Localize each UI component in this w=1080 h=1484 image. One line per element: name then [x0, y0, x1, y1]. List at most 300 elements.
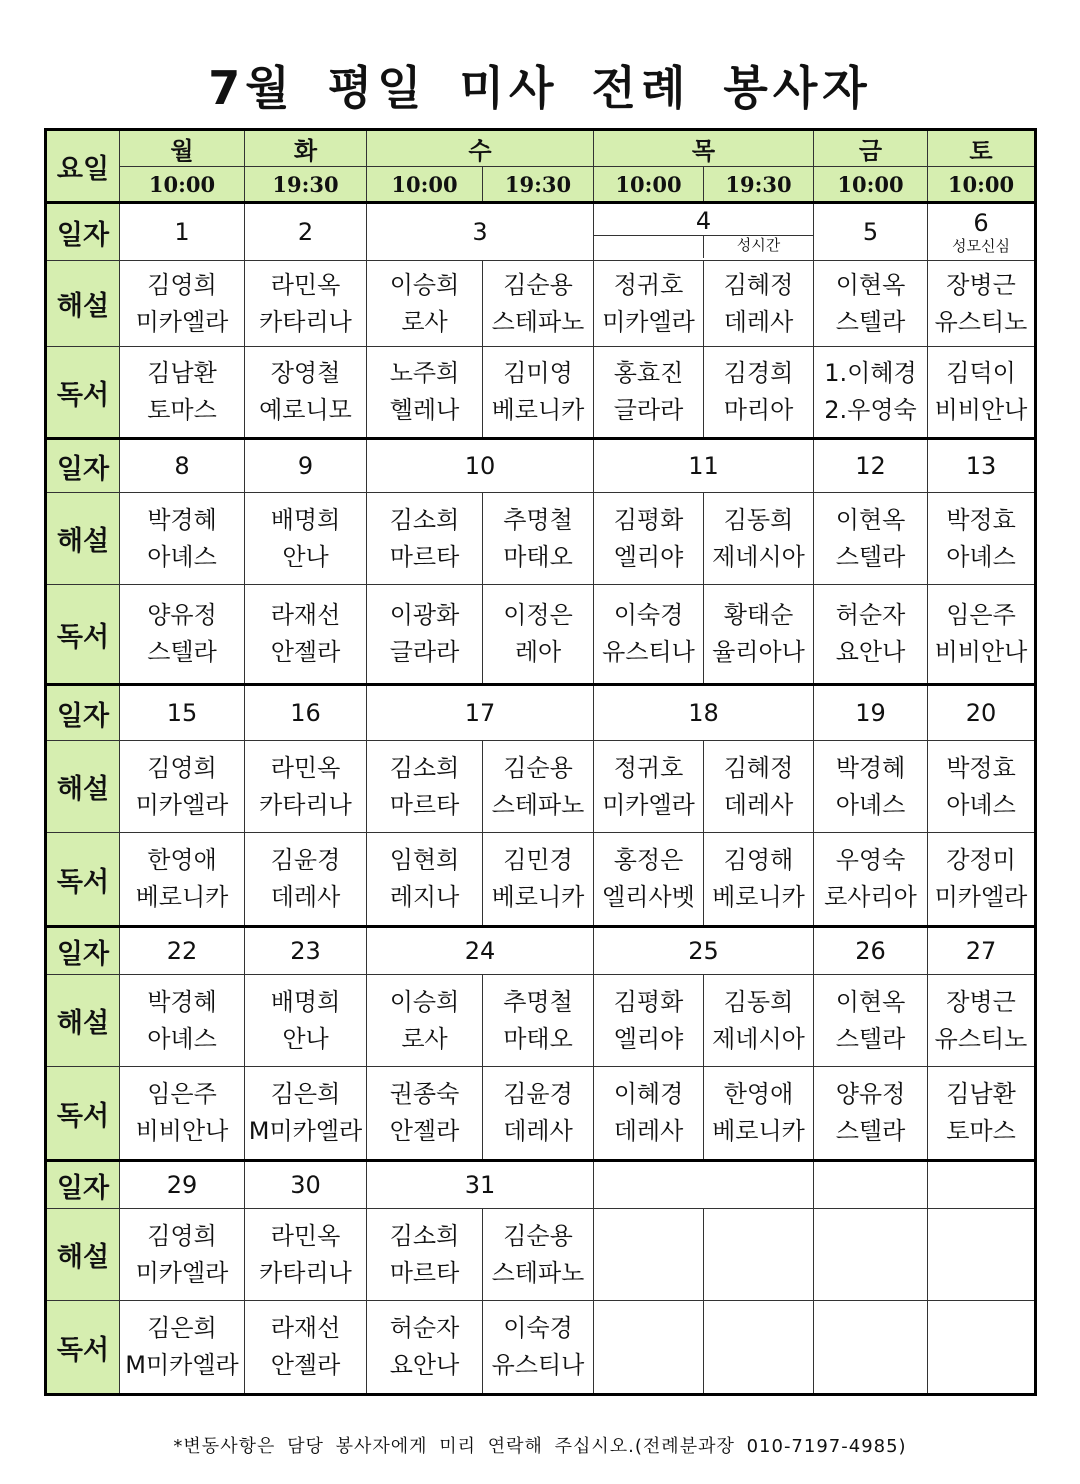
date-number: 13	[965, 452, 997, 480]
reader-label: 독서	[46, 585, 120, 685]
empty-cell	[814, 1161, 928, 1209]
volunteer-name: 이현옥	[835, 505, 906, 534]
volunteer-name: 이정은	[503, 601, 573, 629]
volunteer-cell	[120, 741, 245, 833]
volunteer-cell	[367, 975, 483, 1067]
date-cell	[245, 927, 367, 975]
day-header-wed: 수	[367, 130, 594, 167]
baptismal-name: 마태오	[503, 542, 573, 571]
baptismal-name: 로사	[401, 1024, 448, 1053]
date-number: 8	[174, 452, 190, 480]
reader-row	[46, 347, 1036, 439]
baptismal-name: 마리아	[723, 396, 794, 424]
volunteer-cell	[245, 347, 367, 439]
volunteer-name: 김은희	[270, 1080, 341, 1108]
volunteer-name: 홍효진	[613, 359, 684, 387]
time-fri: 10:00	[814, 167, 928, 203]
volunteer-cell	[120, 1209, 245, 1301]
baptismal-name: M미카엘라	[248, 1117, 363, 1145]
volunteer-cell	[814, 261, 928, 347]
baptismal-name: 글라라	[613, 396, 684, 424]
volunteer-cell	[704, 585, 814, 685]
volunteer-name: 장병근	[946, 987, 1016, 1016]
baptismal-name: 안젤라	[389, 1117, 460, 1145]
volunteer-name: 권종숙	[389, 1080, 460, 1108]
baptismal-name: 요안나	[389, 1351, 460, 1379]
baptismal-name: 안나	[282, 1024, 329, 1053]
date-number: 15	[166, 699, 198, 727]
volunteer-name: 김순용	[503, 270, 573, 299]
date-cell	[120, 685, 245, 741]
date-cell	[928, 203, 1036, 261]
baptismal-name: 엘리야	[613, 1024, 684, 1053]
volunteer-cell	[704, 347, 814, 439]
baptismal-name: 미카엘라	[602, 790, 695, 819]
volunteer-name: 이승희	[389, 987, 460, 1016]
volunteer-name: 박경혜	[835, 753, 906, 782]
baptismal-name: 토마스	[946, 1117, 1016, 1145]
empty-cell	[594, 1161, 814, 1209]
volunteer-cell	[367, 261, 483, 347]
volunteer-cell	[245, 833, 367, 927]
volunteer-cell	[120, 1301, 245, 1395]
date-number: 16	[290, 699, 321, 727]
date-number: 1	[174, 218, 190, 246]
baptismal-name: 유스티나	[602, 638, 695, 666]
empty-cell	[704, 1209, 814, 1301]
volunteer-cell	[367, 1301, 483, 1395]
day-header-fri: 금	[814, 130, 928, 167]
commentator-row	[46, 1209, 1036, 1301]
volunteer-cell	[367, 1067, 483, 1161]
volunteer-name: 임은주	[946, 601, 1016, 629]
volunteer-cell	[594, 261, 704, 347]
volunteer-cell	[928, 975, 1036, 1067]
volunteer-cell	[814, 1067, 928, 1161]
day-header-tue: 화	[245, 130, 367, 167]
volunteer-name: 허순자	[835, 601, 906, 629]
baptismal-name: 데레사	[503, 1117, 573, 1145]
volunteer-name: 배명희	[270, 987, 341, 1016]
volunteer-name: 박정효	[946, 505, 1016, 534]
volunteer-cell	[704, 741, 814, 833]
baptismal-name: 데레사	[613, 1117, 684, 1145]
volunteer-cell	[120, 1067, 245, 1161]
baptismal-name: 엘리야	[613, 542, 684, 571]
baptismal-name: 비비안나	[934, 638, 1028, 666]
schedule-table	[44, 128, 1037, 1396]
volunteer-name: 이현옥	[835, 270, 906, 299]
volunteer-name: 김평화	[613, 987, 684, 1016]
volunteer-name: 김혜정	[723, 753, 794, 782]
baptismal-name: 헬레나	[389, 396, 460, 424]
baptismal-name: 2.우영숙	[824, 396, 917, 424]
volunteer-name: 한영애	[723, 1080, 794, 1108]
baptismal-name: 베로니카	[712, 883, 805, 911]
date-row	[46, 203, 1036, 261]
day-header-sat: 토	[928, 130, 1036, 167]
volunteer-cell	[814, 833, 928, 927]
date-number: 30	[290, 1171, 321, 1199]
reader-row	[46, 1067, 1036, 1161]
commentator-row	[46, 741, 1036, 833]
volunteer-cell	[928, 833, 1036, 927]
volunteer-cell	[928, 347, 1036, 439]
time-sat: 10:00	[928, 167, 1036, 203]
volunteer-cell	[367, 833, 483, 927]
volunteer-cell	[483, 833, 594, 927]
date-cell	[928, 927, 1036, 975]
volunteer-cell	[928, 493, 1036, 585]
baptismal-name: 마태오	[503, 1024, 573, 1053]
reader-label: 독서	[46, 347, 120, 439]
baptismal-name: 미카엘라	[934, 883, 1028, 911]
baptismal-name: 데레사	[270, 883, 341, 911]
volunteer-cell	[245, 261, 367, 347]
volunteer-cell	[245, 1209, 367, 1301]
volunteer-name: 정귀호	[613, 270, 684, 299]
date-number: 27	[965, 937, 997, 965]
volunteer-name: 우영숙	[835, 846, 906, 874]
baptismal-name: 마르타	[389, 542, 460, 571]
day-header-thu: 목	[594, 130, 814, 167]
baptismal-name: 아녜스	[946, 542, 1016, 571]
date-cell	[120, 439, 245, 493]
baptismal-name: 베로니카	[135, 883, 229, 911]
baptismal-name: 아녜스	[147, 542, 217, 571]
empty-cell	[594, 1209, 704, 1301]
volunteer-cell	[594, 493, 704, 585]
volunteer-cell	[704, 833, 814, 927]
volunteer-name: 김영희	[147, 1221, 217, 1250]
date-cell	[928, 685, 1036, 741]
date-number: 6	[973, 209, 989, 237]
volunteer-name: 김경희	[723, 359, 794, 387]
volunteer-name: 박정효	[946, 753, 1016, 782]
date-cell	[814, 203, 928, 261]
date-cell	[814, 685, 928, 741]
volunteer-cell	[245, 493, 367, 585]
schedule-body	[46, 130, 1036, 1395]
date-row	[46, 927, 1036, 975]
volunteer-name: 라민옥	[270, 1221, 341, 1250]
date-number: 19	[855, 699, 886, 727]
volunteer-name: 추명철	[503, 987, 573, 1016]
date-number: 18	[688, 699, 719, 727]
volunteer-cell	[928, 585, 1036, 685]
baptismal-name: 안나	[282, 542, 329, 571]
reader-label: 독서	[46, 1067, 120, 1161]
baptismal-name: 카타리나	[259, 307, 352, 336]
baptismal-name: 율리아나	[712, 638, 805, 666]
date-cell	[594, 203, 814, 261]
volunteer-name: 홍정은	[613, 846, 684, 874]
date-number: 11	[688, 452, 719, 480]
volunteer-name: 라민옥	[270, 753, 341, 782]
baptismal-name: 레지나	[389, 883, 460, 911]
time-wed-pm: 19:30	[483, 167, 594, 203]
volunteer-name: 김소희	[389, 753, 460, 782]
volunteer-cell	[594, 833, 704, 927]
volunteer-cell	[120, 347, 245, 439]
volunteer-cell	[483, 261, 594, 347]
volunteer-name: 정귀호	[613, 753, 684, 782]
reader-label: 독서	[46, 833, 120, 927]
commentator-label: 해설	[46, 261, 120, 347]
date-cell	[367, 203, 594, 261]
volunteer-cell	[814, 975, 928, 1067]
volunteer-name: 김영희	[147, 753, 217, 782]
volunteer-name: 김영희	[147, 270, 217, 299]
baptismal-name: 요안나	[835, 638, 906, 666]
baptismal-name: 제네시아	[712, 542, 805, 571]
baptismal-name: M미카엘라	[125, 1351, 239, 1379]
date-number: 10	[464, 452, 496, 480]
date-cell	[245, 439, 367, 493]
volunteer-cell	[120, 833, 245, 927]
baptismal-name: 아녜스	[147, 1024, 217, 1053]
volunteer-name: 김영해	[723, 846, 794, 874]
baptismal-name: 제네시아	[712, 1024, 805, 1053]
volunteer-name: 김남환	[147, 359, 217, 387]
baptismal-name: 미카엘라	[135, 790, 229, 819]
date-number: 4	[695, 206, 712, 235]
volunteer-cell	[120, 585, 245, 685]
commentator-row	[46, 975, 1036, 1067]
volunteer-cell	[483, 741, 594, 833]
volunteer-name: 이숙경	[503, 1314, 573, 1342]
commentator-label: 해설	[46, 493, 120, 585]
volunteer-cell	[483, 493, 594, 585]
volunteer-name: 김순용	[503, 1221, 573, 1250]
date-row	[46, 439, 1036, 493]
volunteer-name: 라재선	[270, 1314, 341, 1342]
baptismal-name: 미카엘라	[135, 307, 229, 336]
baptismal-name: 미카엘라	[135, 1258, 229, 1287]
volunteer-name: 장영철	[270, 359, 341, 387]
volunteer-name: 박경혜	[147, 505, 217, 534]
volunteer-name: 김평화	[613, 505, 684, 534]
date-cell	[120, 203, 245, 261]
volunteer-cell	[704, 1067, 814, 1161]
baptismal-name: 베로니카	[491, 396, 585, 424]
volunteer-cell	[483, 1067, 594, 1161]
baptismal-name: 아녜스	[835, 790, 906, 819]
volunteer-name: 한영애	[147, 846, 217, 874]
volunteer-cell	[928, 1067, 1036, 1161]
date-cell	[245, 685, 367, 741]
baptismal-name: 유스티노	[934, 307, 1028, 336]
date-label: 일자	[46, 439, 120, 493]
empty-cell	[704, 1301, 814, 1395]
volunteer-name: 황태순	[723, 601, 794, 629]
baptismal-name: 글라라	[389, 638, 460, 666]
volunteer-name: 김동희	[723, 505, 794, 534]
volunteer-name: 노주희	[389, 359, 460, 387]
volunteer-name: 임은주	[147, 1080, 217, 1108]
date-number: 24	[464, 937, 496, 965]
volunteer-cell	[814, 493, 928, 585]
volunteer-name: 김은희	[147, 1314, 217, 1342]
date-cell	[367, 685, 594, 741]
time-header-row	[46, 167, 1036, 203]
volunteer-cell	[594, 741, 704, 833]
date-cell	[367, 927, 594, 975]
footer-note: *변동사항은 담당 봉사자에게 미리 연락해 주십시오.(전례분과장 010-7197-4985)	[173, 1436, 907, 1457]
volunteer-name: 추명철	[503, 505, 573, 534]
volunteer-cell	[120, 975, 245, 1067]
day-header-mon: 월	[120, 130, 245, 167]
date-cell	[814, 439, 928, 493]
volunteer-cell	[245, 585, 367, 685]
baptismal-name: 스텔라	[835, 1024, 906, 1053]
volunteer-name: 장병근	[946, 270, 1016, 299]
volunteer-cell	[120, 261, 245, 347]
volunteer-name: 김동희	[723, 987, 794, 1016]
saturday-note: 성모신심	[952, 237, 1010, 255]
volunteer-name: 허순자	[389, 1314, 460, 1342]
note-blank	[594, 236, 704, 258]
date-label: 일자	[46, 203, 120, 261]
date-label: 일자	[46, 685, 120, 741]
baptismal-name: 토마스	[147, 396, 217, 424]
volunteer-cell	[245, 1301, 367, 1395]
volunteer-name: 이혜경	[613, 1080, 684, 1108]
volunteer-name: 김민경	[503, 846, 573, 874]
baptismal-name: 베로니카	[491, 883, 585, 911]
volunteer-name: 김소희	[389, 505, 460, 534]
volunteer-cell	[245, 1067, 367, 1161]
baptismal-name: 유스티나	[491, 1351, 585, 1379]
date-cell	[814, 927, 928, 975]
date-cell	[245, 1161, 367, 1209]
baptismal-name: 스텔라	[835, 1117, 906, 1145]
volunteer-cell	[483, 1209, 594, 1301]
volunteer-cell	[704, 261, 814, 347]
date-number: 29	[166, 1171, 198, 1199]
baptismal-name: 스테파노	[491, 790, 585, 819]
baptismal-name: 엘리사벳	[602, 883, 695, 911]
baptismal-name: 비비안나	[135, 1117, 229, 1145]
volunteer-cell	[367, 347, 483, 439]
volunteer-cell	[594, 1067, 704, 1161]
date-number: 9	[297, 452, 314, 480]
thursday-note: 성시간	[736, 235, 781, 254]
date-number: 2	[297, 218, 314, 246]
time-tue: 19:30	[245, 167, 367, 203]
volunteer-name: 라재선	[270, 601, 341, 629]
baptismal-name: 아녜스	[946, 790, 1016, 819]
volunteer-cell	[367, 493, 483, 585]
empty-cell	[928, 1301, 1036, 1395]
date-row	[46, 1161, 1036, 1209]
date-number: 17	[464, 699, 496, 727]
baptismal-name: 미카엘라	[602, 307, 695, 336]
volunteer-name: 강정미	[946, 846, 1016, 874]
baptismal-name: 레아	[514, 638, 562, 666]
volunteer-cell	[814, 741, 928, 833]
baptismal-name: 스텔라	[835, 307, 906, 336]
baptismal-name: 안젤라	[270, 1351, 341, 1379]
empty-cell	[814, 1209, 928, 1301]
volunteer-name: 김소희	[389, 1221, 460, 1250]
time-thu-pm: 19:30	[704, 167, 814, 203]
volunteer-cell	[483, 347, 594, 439]
baptismal-name: 비비안나	[934, 396, 1028, 424]
reader-row	[46, 833, 1036, 927]
volunteer-cell	[928, 261, 1036, 347]
volunteer-cell	[814, 585, 928, 685]
volunteer-name: 김미영	[503, 359, 573, 387]
weekday-corner-label: 요일	[46, 130, 120, 203]
volunteer-cell	[367, 585, 483, 685]
commentator-label: 해설	[46, 975, 120, 1067]
volunteer-cell	[367, 741, 483, 833]
volunteer-cell	[367, 1209, 483, 1301]
date-cell	[367, 1161, 594, 1209]
volunteer-cell	[245, 741, 367, 833]
empty-cell	[594, 1301, 704, 1395]
volunteer-cell	[928, 741, 1036, 833]
baptismal-name: 마르타	[389, 790, 460, 819]
volunteer-name: 김순용	[503, 753, 573, 782]
commentator-row	[46, 493, 1036, 585]
baptismal-name: 유스티노	[934, 1024, 1028, 1053]
baptismal-name: 로사	[401, 307, 448, 336]
volunteer-name: 이광화	[389, 601, 460, 629]
baptismal-name: 카타리나	[259, 790, 352, 819]
volunteer-name: 1.이혜경	[824, 359, 917, 387]
date-cell	[594, 927, 814, 975]
volunteer-name: 김남환	[946, 1080, 1016, 1108]
date-number: 31	[464, 1171, 496, 1199]
volunteer-name: 이승희	[389, 270, 460, 299]
commentator-label: 해설	[46, 1209, 120, 1301]
baptismal-name: 마르타	[389, 1258, 460, 1287]
volunteer-cell	[483, 1301, 594, 1395]
commentator-label: 해설	[46, 741, 120, 833]
date-label: 일자	[46, 927, 120, 975]
date-label: 일자	[46, 1161, 120, 1209]
volunteer-cell	[594, 975, 704, 1067]
empty-cell	[814, 1301, 928, 1395]
volunteer-name: 라민옥	[270, 270, 341, 299]
baptismal-name: 스텔라	[835, 542, 906, 571]
date-cell	[594, 685, 814, 741]
date-number: 5	[862, 218, 879, 246]
volunteer-name: 임현희	[389, 846, 460, 874]
volunteer-cell	[704, 493, 814, 585]
date-number: 25	[688, 937, 719, 965]
baptismal-name: 스테파노	[491, 1258, 585, 1287]
baptismal-name: 스텔라	[147, 638, 217, 666]
volunteer-name: 김윤경	[270, 846, 341, 874]
baptismal-name: 카타리나	[259, 1258, 352, 1287]
baptismal-name: 로사리아	[824, 883, 917, 911]
date-cell	[120, 1161, 245, 1209]
volunteer-cell	[483, 975, 594, 1067]
volunteer-cell	[483, 585, 594, 685]
volunteer-name: 김윤경	[503, 1080, 573, 1108]
time-thu-am: 10:00	[594, 167, 704, 203]
date-number: 3	[472, 218, 488, 246]
date-cell	[367, 439, 594, 493]
reader-row	[46, 585, 1036, 685]
reader-row	[46, 1301, 1036, 1395]
volunteer-name: 이현옥	[835, 987, 906, 1016]
empty-cell	[928, 1209, 1036, 1301]
time-wed-am: 10:00	[367, 167, 483, 203]
